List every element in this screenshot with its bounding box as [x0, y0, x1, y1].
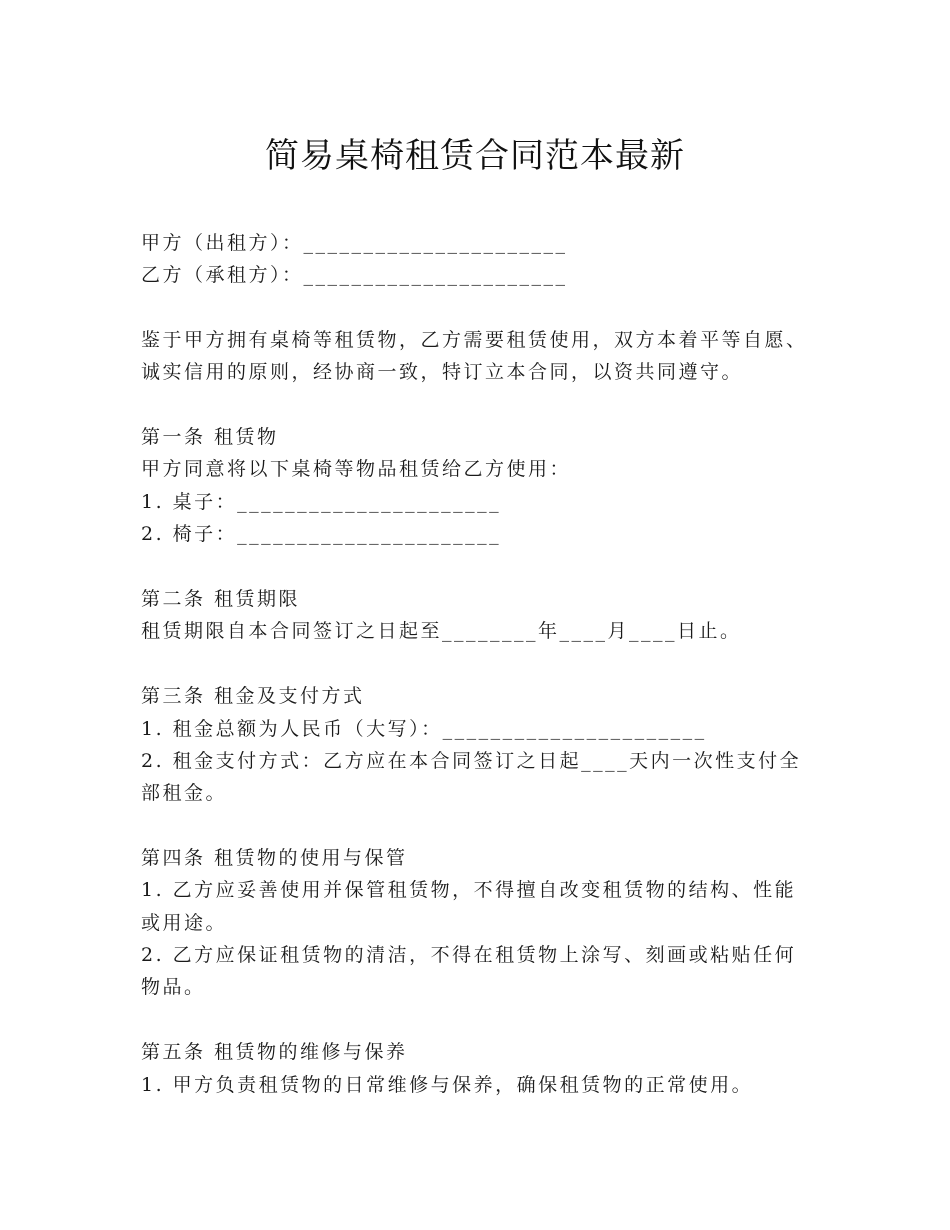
article3-heading: 第三条 租金及支付方式	[141, 685, 365, 707]
article4-item-1-line-2: 或用途。	[141, 912, 228, 934]
article4-item-1-line-1: 1. 乙方应妥善使用并保管租赁物，不得擅自改变租赁物的结构、性能	[141, 879, 797, 901]
article1-heading: 第一条 租赁物	[141, 426, 279, 448]
article2-heading: 第二条 租赁期限	[141, 588, 301, 610]
article4-item-2-line-2: 物品。	[141, 976, 206, 998]
party-a-line: 甲方（出租方）：______________________	[141, 232, 568, 254]
article5-item-1: 1. 甲方负责租赁物的日常维修与保养，确保租赁物的正常使用。	[141, 1074, 754, 1096]
article1-intro: 甲方同意将以下桌椅等物品租赁给乙方使用：	[141, 458, 572, 480]
article4-heading: 第四条 租赁物的使用与保管	[141, 847, 408, 869]
article3-item-2-line-2: 部租金。	[141, 782, 228, 804]
article1-item-desk: 1. 桌子：______________________	[141, 491, 502, 513]
party-b-line: 乙方（承租方）：______________________	[141, 264, 568, 286]
document-title: 简易桌椅租赁合同范本最新	[265, 136, 685, 176]
article5-heading: 第五条 租赁物的维修与保养	[141, 1041, 408, 1063]
article4-item-2-line-1: 2. 乙方应保证租赁物的清洁，不得在租赁物上涂写、刻画或粘贴任何	[141, 944, 797, 966]
article1-item-chair: 2. 椅子：______________________	[141, 523, 502, 545]
article2-text: 租赁期限自本合同签订之日起至________年____月____日止。	[141, 620, 742, 642]
article3-item-2-line-1: 2. 租金支付方式：乙方应在本合同签订之日起____天内一次性支付全	[141, 750, 802, 772]
preamble-line-2: 诚实信用的原则，经协商一致，特订立本合同，以资共同遵守。	[141, 361, 744, 383]
article3-item-1: 1. 租金总额为人民币（大写）：______________________	[141, 718, 707, 740]
preamble-line-1: 鉴于甲方拥有桌椅等租赁物，乙方需要租赁使用，双方本着平等自愿、	[141, 329, 808, 351]
